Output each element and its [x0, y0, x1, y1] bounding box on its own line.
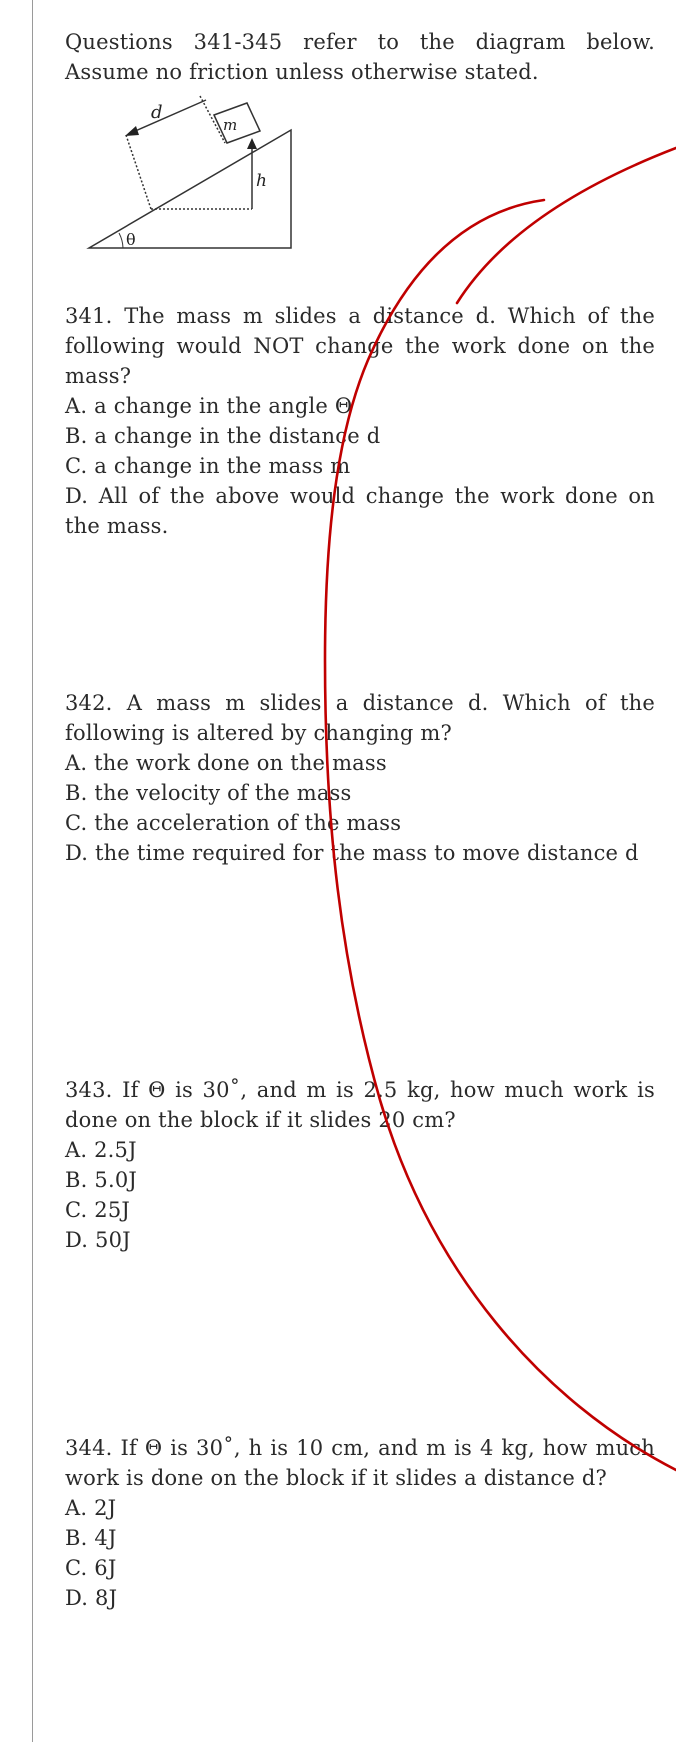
distance-arrow-line — [133, 100, 206, 132]
intro-paragraph: Questions 341-345 refer to the diagram below. Assume no friction unless otherwise stated. — [65, 30, 655, 84]
answer-option-c: C. 6J — [65, 1556, 117, 1580]
question-stem: 341. The mass m slides a distance d. Which of the following would NOT change the work done on the mass? — [65, 304, 655, 388]
answer-option-c: C. 25J — [65, 1198, 131, 1222]
question-stem: 344. If Θ is 30˚, h is 10 cm, and m is 4 kg, how much work is done on the block if it slides a distance d? — [65, 1436, 655, 1490]
question-343 — [65, 1075, 655, 1255]
label-m: m — [223, 116, 238, 134]
answer-option-d: D. 50J — [65, 1228, 131, 1252]
label-d: d — [151, 102, 163, 123]
answer-option-b: B. a change in the distance d — [65, 424, 381, 448]
answer-option-b: B. 5.0J — [65, 1168, 137, 1192]
distance-guide-bottom — [126, 135, 151, 209]
answer-option-d: D. 8J — [65, 1586, 118, 1610]
answer-option-a: A. a change in the angle Θ — [65, 394, 353, 418]
answer-option-b: B. 4J — [65, 1526, 117, 1550]
annotation-upper-stroke — [457, 148, 676, 303]
question-stem: 343. If Θ is 30˚, and m is 2.5 kg, how much work is done on the block if it slides 20 cm? — [65, 1078, 655, 1132]
answer-option-a: A. the work done on the mass — [65, 751, 387, 775]
question-341 — [65, 301, 655, 541]
answer-option-d: D. All of the above would change the work done on the mass. — [65, 484, 655, 538]
page-margin-line — [32, 0, 33, 1742]
intro-text — [65, 27, 655, 87]
theta-arc — [119, 233, 123, 248]
label-theta: θ — [126, 230, 136, 249]
label-h: h — [256, 171, 267, 191]
question-stem: 342. A mass m slides a distance d. Which of the following is altered by changing m? — [65, 691, 655, 745]
answer-option-a: A. 2.5J — [65, 1138, 137, 1162]
question-342 — [65, 688, 655, 868]
answer-option-d: D. the time required for the mass to move distance d — [65, 841, 639, 865]
answer-option-c: C. the acceleration of the mass — [65, 811, 402, 835]
height-arrow-head — [247, 138, 257, 149]
distance-arrow-head — [125, 126, 139, 136]
question-344 — [65, 1433, 655, 1613]
incline-diagram — [85, 88, 300, 253]
answer-option-b: B. the velocity of the mass — [65, 781, 352, 805]
answer-option-c: C. a change in the mass m — [65, 454, 351, 478]
answer-option-a: A. 2J — [65, 1496, 117, 1520]
